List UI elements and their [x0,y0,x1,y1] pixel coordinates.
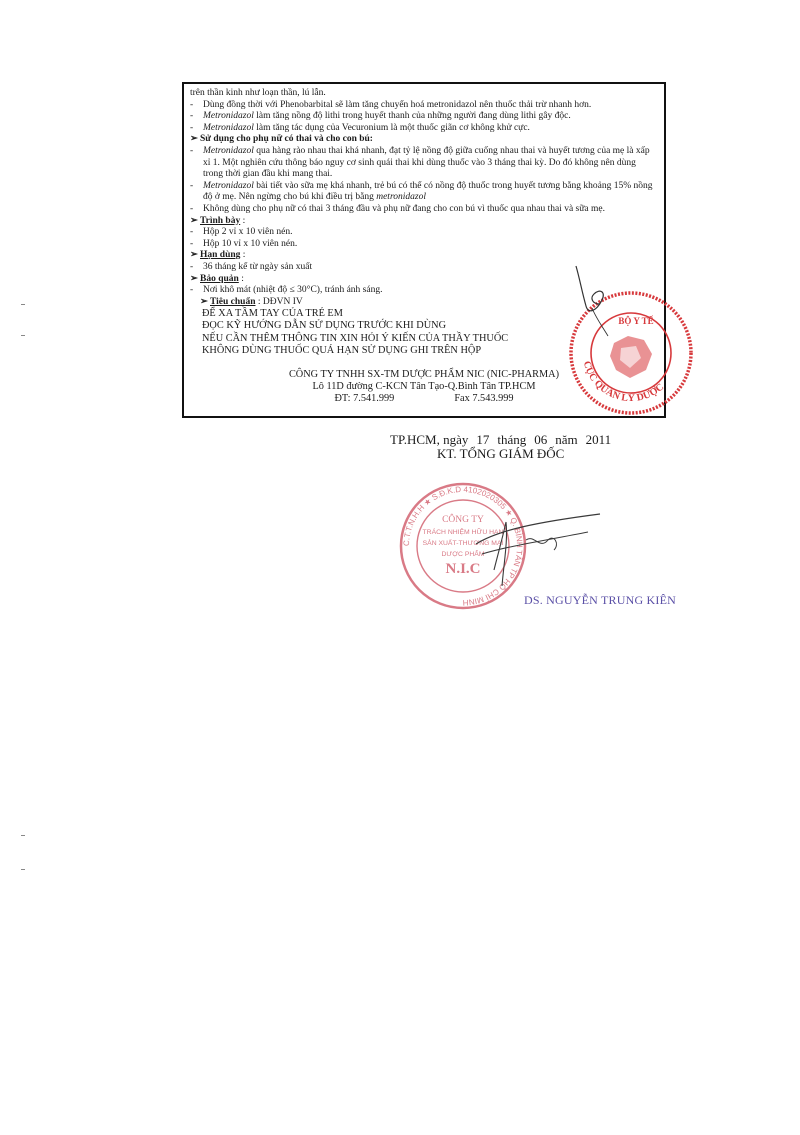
signer-title: KT. TỔNG GIÁM ĐỐC [437,446,565,461]
dash-item: - Metronidazol bài tiết vào sữa mẹ khá nhanh, trẻ bú có thể có nồng độ thuốc trong huyết tương bằng khoảng 15% nồng độ ở mẹ. Nên ngừng cho bú khi điều trị bằng metronidazol [190,180,653,203]
director-signature [468,510,608,590]
red-stamp-ring-text: CỤC QUẢN LÝ DƯỢC [580,359,667,405]
red-stamp-top-text: BỘ Y TẾ [618,316,654,326]
dash-item: - Hộp 10 vỉ x 10 viên nén. [190,238,298,249]
arrow-bullet-icon: ➢ [190,273,198,284]
text-line: trên thần kinh như loạn thần, lú lẫn. [190,88,326,98]
company-stamp-ring-text: C.T.T.N.H.H ★ S.Đ.K.D 4102020305 ★ Q. BÌNH TÂN TP HỒ CHÍ MINH [401,484,525,608]
company-stamp-line1: CÔNG TY [442,515,484,525]
arrow-bullet-icon: ➢ [190,250,198,261]
scan-margin-mark [21,335,25,336]
warning-line: KHÔNG DÙNG THUỐC QUÁ HẠN SỬ DỤNG GHI TRÊN HỘP [202,344,482,356]
company-stamp-line2: TRÁCH NHIỆM HỮU HẠN [422,529,504,536]
warning-line: ĐỌC KỸ HƯỚNG DẪN SỬ DỤNG TRƯỚC KHI DÙNG [202,320,447,332]
dash-item: - Metronidazol làm tăng nồng độ lithi trong huyết thanh của những người đang dùng lithi gây độc. [190,111,571,122]
dash-item: - Nơi khô mát (nhiệt độ ≤ 30°C), tránh ánh sáng. [190,285,383,296]
dash-item: - Không dùng cho phụ nữ có thai 3 tháng đầu và phụ nữ đang cho con bú vì thuốc qua nhau thai và sữa mẹ. [190,203,605,214]
arrow-bullet-icon: ➢ [190,134,198,145]
company-contacts [334,393,513,405]
dash-item: - Hộp 2 vỉ x 10 viên nén. [190,227,293,238]
section-heading: ➢ Bảo quản : [190,273,244,284]
arrow-bullet-icon: ➢ [190,215,198,226]
scan-margin-mark [21,869,25,870]
section-heading: ➢ Hạn dùng : [190,250,246,261]
dash-item: - Metronidazol làm tăng tác dụng của Vecuronium là một thuốc giãn cơ không khử cực. [190,122,530,133]
signing-date: TP.HCM, ngày 17 tháng 06 năm 2011 [390,432,612,447]
company-phone: ĐT: 7.541.999 [334,393,395,405]
section-heading: ➢ Tiêu chuẩn : DĐVN IV [200,296,303,307]
section-heading: ➢ Sử dụng cho phụ nữ có thai và cho con bú: [190,134,373,145]
approval-signature-mark [572,262,642,342]
dash-item: - 36 tháng kể từ ngày sản xuất [190,261,313,272]
company-name: CÔNG TY TNHH SX-TM DƯỢC PHẨM NIC (NIC-PHARMA) [288,369,560,381]
warning-line: NẾU CẦN THÊM THÔNG TIN XIN HỎI Ý KIẾN CỦA THẦY THUỐC [202,332,509,344]
company-stamp-line3: SẢN XUẤT-THƯƠNG MẠI [422,540,504,547]
scan-margin-mark [21,835,25,836]
dash-item: - Metronidazol qua hàng rào nhau thai khá nhanh, đạt tỷ lệ nồng độ giữa cuống nhau thai và huyết tương của mẹ là xấp xỉ 1. Một nghiên cứu thông báo nguy cơ sinh quái thai khi dùng thuốc vào 3 tháng thai kỳ. Do đó không nên dùng trong thời gian đầu khi mang thai. [190,145,650,180]
scan-margin-mark [21,304,25,305]
company-fax: Fax 7.543.999 [454,393,514,405]
section-heading: ➢ Trình bày : [190,215,246,226]
dash-item: - Dùng đồng thời với Phenobarbital sẽ làm tăng chuyển hoá metronidazol nên thuốc thải trừ nhanh hơn. [190,99,592,110]
company-stamp-line5: N.I.C [445,561,481,577]
warning-line: ĐỂ XA TẦM TAY CỦA TRẺ EM [202,308,343,320]
signer-name: DS. NGUYỄN TRUNG KIÊN [524,593,676,607]
company-address: Lô 11D đường C-KCN Tân Tạo-Q.Bình Tân TP.HCM [312,381,536,393]
company-stamp-line4: DƯỢC PHẨM [441,551,485,558]
arrow-bullet-icon: ➢ [200,296,208,307]
